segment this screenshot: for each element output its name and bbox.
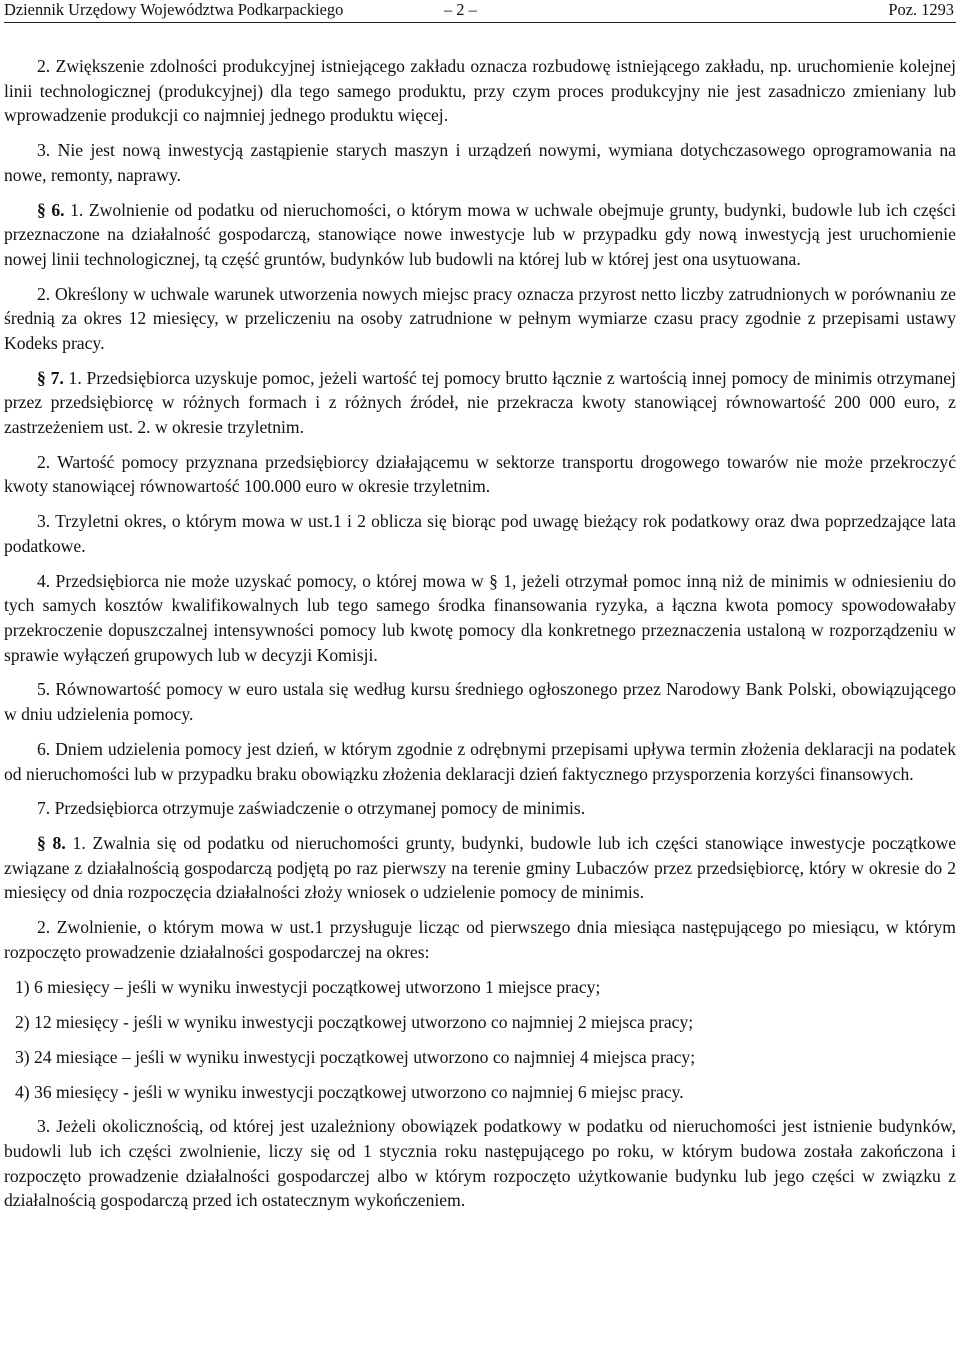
paragraph: 3. Trzyletni okres, o którym mowa w ust.1 i 2 oblicza się biorąc pod uwagę bieżący rok podatkowy oraz dwa poprzedzające lata podatkowe. (4, 511, 956, 556)
section-sign: § 7. (37, 367, 64, 388)
position-number: Poz. 1293 (888, 0, 954, 19)
paragraph: 6. Dniem udzielenia pomocy jest dzień, w którym zgodnie z odrębnymi przepisami upływa termin złożenia deklaracji na podatek od nieruchomości lub w przypadku braku obowiązku złożenia deklaracji dzień faktycznego przysporzenia korzyści finansowych. (4, 738, 956, 784)
paragraph: 3. Nie jest nową inwestycją zastąpienie starych maszyn i urządzeń nowymi, wymiana dotychczasowego oprogramowania na nowe, remonty, naprawy. (4, 140, 956, 185)
paragraph-text: 1. Zwalnia się od podatku od nieruchomości grunty, budynki, budowle lub ich części stanowiące inwestycje początkowe związane z działalnością gospodarczą podjętą po raz pierwszy na terenie gminy Lubaczów przez przedsiębiorcę, który w okresie do 2 miesięcy od dnia rozpoczęcia działalności złoży wniosek o udzielenie pomocy de minimis. (4, 833, 957, 903)
paragraph: 2. Określony w uchwale warunek utworzenia nowych miejsc pracy oznacza przyrost netto liczby zatrudnionych w porównaniu ze średnią za okres 12 miesięcy, w przeliczeniu na osoby zatrudnione w pełnym wymiarze czasu pracy zgodnie z przepisami ustawy Kodeks pracy. (4, 283, 956, 353)
paragraph: 5. Równowartość pomocy w euro ustala się według kursu średniego ogłoszonego przez Narodowy Bank Polski, obowiązującego w dniu udzielenia pomocy. (4, 679, 956, 725)
paragraph: 2. Wartość pomocy przyznana przedsiębiorcy działającemu w sektorze transportu drogowego towarów nie może przekroczyć kwoty stanowiącej równowartość 100.000 euro w okresie trzyletnim. (4, 451, 956, 497)
list-item: 3) 24 miesiące – jeśli w wyniku inwestycji początkowej utworzono co najmniej 4 miejsca pracy; (15, 1046, 696, 1067)
section-sign: § 6. (37, 199, 65, 220)
list-item: 4) 36 miesięcy - jeśli w wyniku inwestycji początkowej utworzono co najmniej 6 miejsc pracy. (15, 1081, 684, 1102)
section-6-paragraph-1 (4, 198, 956, 272)
page-number: – 2 – (444, 0, 477, 19)
paragraph: 2. Zwiększenie zdolności produkcyjnej istniejącego zakładu oznacza rozbudowę istniejącego zakładu, np. uruchomienie kolejnej linii technologicznej (produkcyjnej) dla tego samego produktu, przy czym proces produkcyjny nie jest zasadniczo zmieniany lub wprowadzenie produkcji co najmniej jednego produktu więcej. (4, 56, 956, 126)
paragraph-text: 1. Przedsiębiorca uzyskuje pomoc, jeżeli wartość tej pomocy brutto łącznie z wartością innej pomocy de minimis otrzymanej przez przedsiębiorcę w różnych formach i z różnych źródeł, nie przekracza kwoty stanowiącej równowartość 200 000 euro, z zastrzeżeniem ust. 2. w okresie trzyletnim. (4, 367, 957, 437)
paragraph-text: 1. Zwolnienie od podatku od nieruchomości, o którym mowa w uchwale obejmuje grunty, budynki, budowle lub ich części przeznaczone na działalność gospodarczą, stanowiące nowe inwestycje lub w przypadku gdy nową inwestycją jest uruchomienie nowej linii technologicznej, tą część gruntów, budynków lub budowli na której lub w której jest ona usytuowana. (4, 199, 957, 269)
paragraph: 2. Zwolnienie, o którym mowa w ust.1 przysługuje licząc od pierwszego dnia miesiąca następującego po miesiącu, w którym rozpoczęto prowadzenie działalności gospodarczej na okres: (4, 917, 956, 962)
section-7-paragraph-1 (4, 366, 956, 440)
section-sign: § 8. (37, 833, 66, 854)
journal-title: Dziennik Urzędowy Województwa Podkarpackiego (4, 0, 344, 19)
paragraph: 7. Przedsiębiorca otrzymuje zaświadczenie o otrzymanej pomocy de minimis. (37, 798, 586, 819)
list-item: 1) 6 miesięcy – jeśli w wyniku inwestycji początkowej utworzono 1 miejsce pracy; (15, 976, 601, 997)
list-item: 2) 12 miesięcy - jeśli w wyniku inwestycji początkowej utworzono co najmniej 2 miejsca pracy; (15, 1011, 694, 1032)
page-header (4, 0, 956, 23)
paragraph: 3. Jeżeli okolicznością, od której jest uzależniony obowiązek podatkowy w podatku od nieruchomości jest istnienie budynków, budowli lub ich części zwolnienie, liczy się od 1 stycznia roku następującego po roku, w którym budowa została zakończona i rozpoczęto prowadzenie działalności gospodarczej albo w którym rozpoczęto użytkowanie budynku lub jego części w związku z działalnością gospodarczą przed ich ostatecznym wykończeniem. (4, 1116, 956, 1211)
paragraph: 4. Przedsiębiorca nie może uzyskać pomocy, o której mowa w § 1, jeżeli otrzymał pomoc inną niż de minimis w odniesieniu do tych samych kosztów kwalifikowalnych lub tego samego środka finansowania ryzyka, a łączna kwota pomocy spowodowałaby przekroczenie dopuszczalnej intensywności pomocy lub kwotę pomocy dla konkretnego przeznaczenia ustaloną w rozporządzeniu w sprawie wyłączeń grupowych lub w decyzji Komisji. (4, 570, 956, 665)
document-body (4, 23, 956, 1213)
section-8-paragraph-1 (4, 831, 956, 905)
